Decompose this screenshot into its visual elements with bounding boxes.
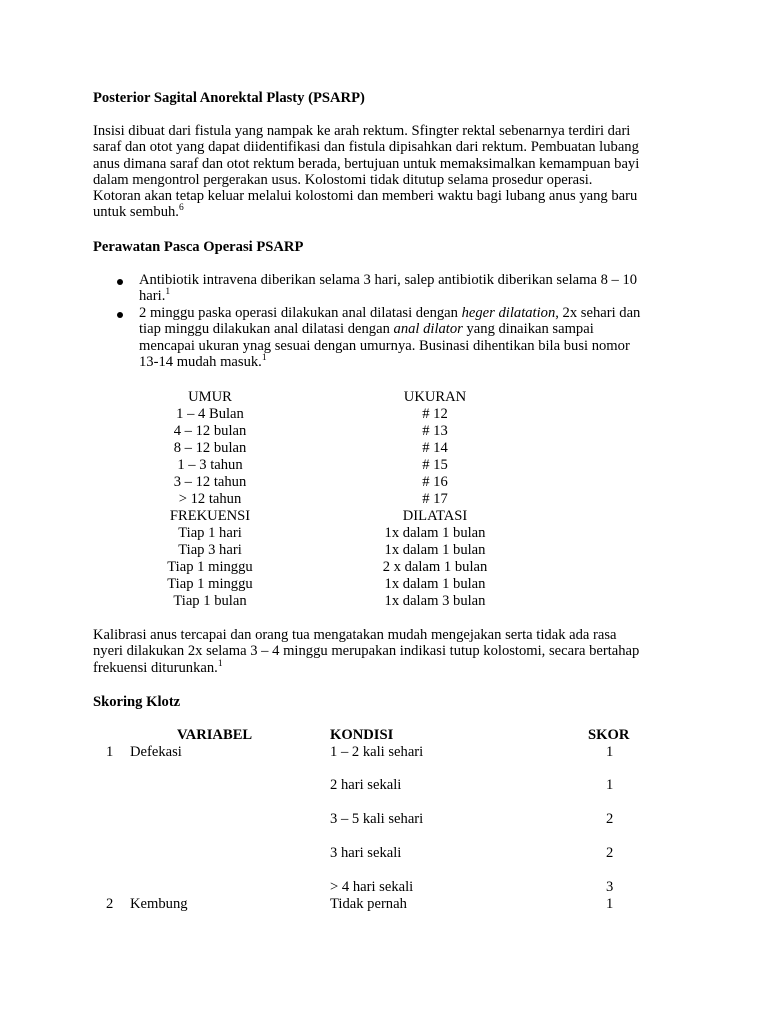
document-page: Posterior Sagital Anorektal Plasty (PSARP) Insisi dibuat dari fistula yang nampak ke arah rektum. Sfingter rektal sebenarnya terdiri dari saraf dan otot yang dapat diidentifikasi dan fistula dipisahkan dari rektum. Pembuatan lubang anus dimana saraf dan otot rektum berada, bertujuan untuk memaksimalkan kemampuan bayi dalam mengontrol pergerakan usus. Kolostomi tidak ditutup selama prosedur operasi. Kotoran akan tetap keluar melalui kolostomi dan memberi waktu bagi lubang anus yang baru untuk sembuh.$^6$ Perawatan Pasca Operasi PSARP Antibiotik intravena diberikan selama 3 hari, salep antibiotik diberikan selama 8 – 10 hari.$^1$ 2 minggu paska operasi dilakukan anal dilatasi dengan heger dilatation, 2x sehari dan tiap minggu dilakukan anal dilatasi dengan anal dilator yang dinaikan sampai mencapai ukuran ynag sesuai dengan umurnya. Businasi dihentikan bila busi nomor 13-14 mudah masuk.$^1$ UMUR UKURAN 1 – 4 Bulan # 12 4 – 12 bulan # 13 8 – 12 bulan # 14 1 – 3 tahun # 15 3 – 12 tahun # 16 > 12 tahun # 17 FREKUENSI DILATASI Tiap 1 hari 1x dalam 1 bulan Tiap 3 hari 1x dalam 1 bulan Tiap 1 minggu 2 x dalam 1 bulan Tiap 1 minggu 1x dalam 1 bulan Tiap 1 bulan 1x dalam 3 bulan Kalibrasi anus tercapai dan orang tua mengatakan mudah mengejakan serta tidak ada rasa nyeri dilakukan 2x selama 3 – 4 minggu merupakan indikasi tutup kolostomi, secara bertahap frekuensi diturunkan.$^1$ Skoring Klotz VARIABEL KONDISI SKOR 1 Defekasi 1 – 2 kali sehari 1 2 hari sekali 1 3 – 5 kali sehari 2 3 hari sekali 2 > 4 hari sekali 3 2 Kembung Tidak pernah 1 — [0, 0, 768, 1024]
table-row: 2 Kembung Tidak pernah 1 — [106, 896, 614, 912]
intro-line-last: untuk sembuh.$^6$ — [93, 203, 184, 221]
intro-line: Insisi dibuat dari fistula yang nampak ke arah rektum. Sfingter rektal sebenarnya terdiri dari — [93, 123, 631, 139]
freq-table-header-dilatasi: DILATASI — [402, 508, 468, 524]
intro-paragraph — [93, 123, 693, 221]
bullet-item-1: Antibiotik intravena diberikan selama 3 hari, salep antibiotik diberikan selama 8 – 10 hari.$^1$ — [139, 272, 638, 305]
table-row: 2 hari sekali 1 — [330, 777, 614, 793]
size-table-header-umur: UMUR — [188, 389, 232, 405]
footnote-ref: 1 — [217, 658, 223, 669]
table-row: 1 Defekasi 1 – 2 kali sehari 1 — [106, 744, 614, 760]
table-row: 3 – 5 kali sehari 2 — [330, 811, 614, 827]
kalibrasi-paragraph: Kalibrasi anus tercapai dan orang tua mengatakan mudah mengejakan serta tidak ada rasa nyeri dilakukan 2x selama 3 – 4 minggu merupakan indikasi tutup kolostomi, secara bertahap frekuensi diturunkan.$^1$ — [93, 627, 640, 676]
intro-line: dalam mengontrol pergerakan usus. Kolostomi tidak ditutup selama prosedur operasi. — [93, 171, 593, 188]
klotz-header-kondisi: KONDISI — [330, 727, 394, 743]
footnote-ref: 6 — [178, 203, 184, 214]
bullet-item-2: 2 minggu paska operasi dilakukan anal dilatasi dengan heger dilatation, 2x sehari dan tiap minggu dilakukan anal dilatasi dengan anal dilator yang dinaikan sampai mencapai ukuran ynag sesuai dengan umurnya. Businasi dihentikan bila busi nomor 13-14 mudah masuk.$^1$ — [139, 305, 641, 370]
heading-psarp: Posterior Sagital Anorektal Plasty (PSARP) — [93, 90, 365, 106]
klotz-header-skor: SKOR — [588, 727, 630, 743]
bullet-dot — [117, 279, 123, 285]
klotz-header-variabel: VARIABEL — [177, 727, 253, 743]
intro-line: anus dimana saraf dan otot rektum berada, bertujuan untuk memaksimalkan kemampuan bayi — [93, 155, 640, 172]
size-table-header-ukuran: UKURAN — [403, 389, 467, 405]
intro-line: Kotoran akan tetap keluar melalui kolostomi dan memberi waktu bagi lubang anus yang baru — [93, 188, 638, 205]
klotz-table — [0, 727, 768, 917]
footnote-ref: 1 — [261, 353, 267, 364]
table-row: > 4 hari sekali 3 — [330, 879, 614, 895]
heading-skoring: Skoring Klotz — [93, 694, 181, 710]
bullet-dot — [117, 312, 123, 318]
heading-perawatan: Perawatan Pasca Operasi PSARP — [93, 239, 304, 255]
intro-line: saraf dan otot yang dapat diidentifikasi dan fistula dipisahkan dari rektum. Pembuatan lubang — [93, 139, 639, 156]
table-row: 3 hari sekali 2 — [330, 845, 614, 861]
footnote-ref: 1 — [165, 287, 171, 298]
freq-table-header-frekuensi: FREKUENSI — [169, 508, 251, 524]
